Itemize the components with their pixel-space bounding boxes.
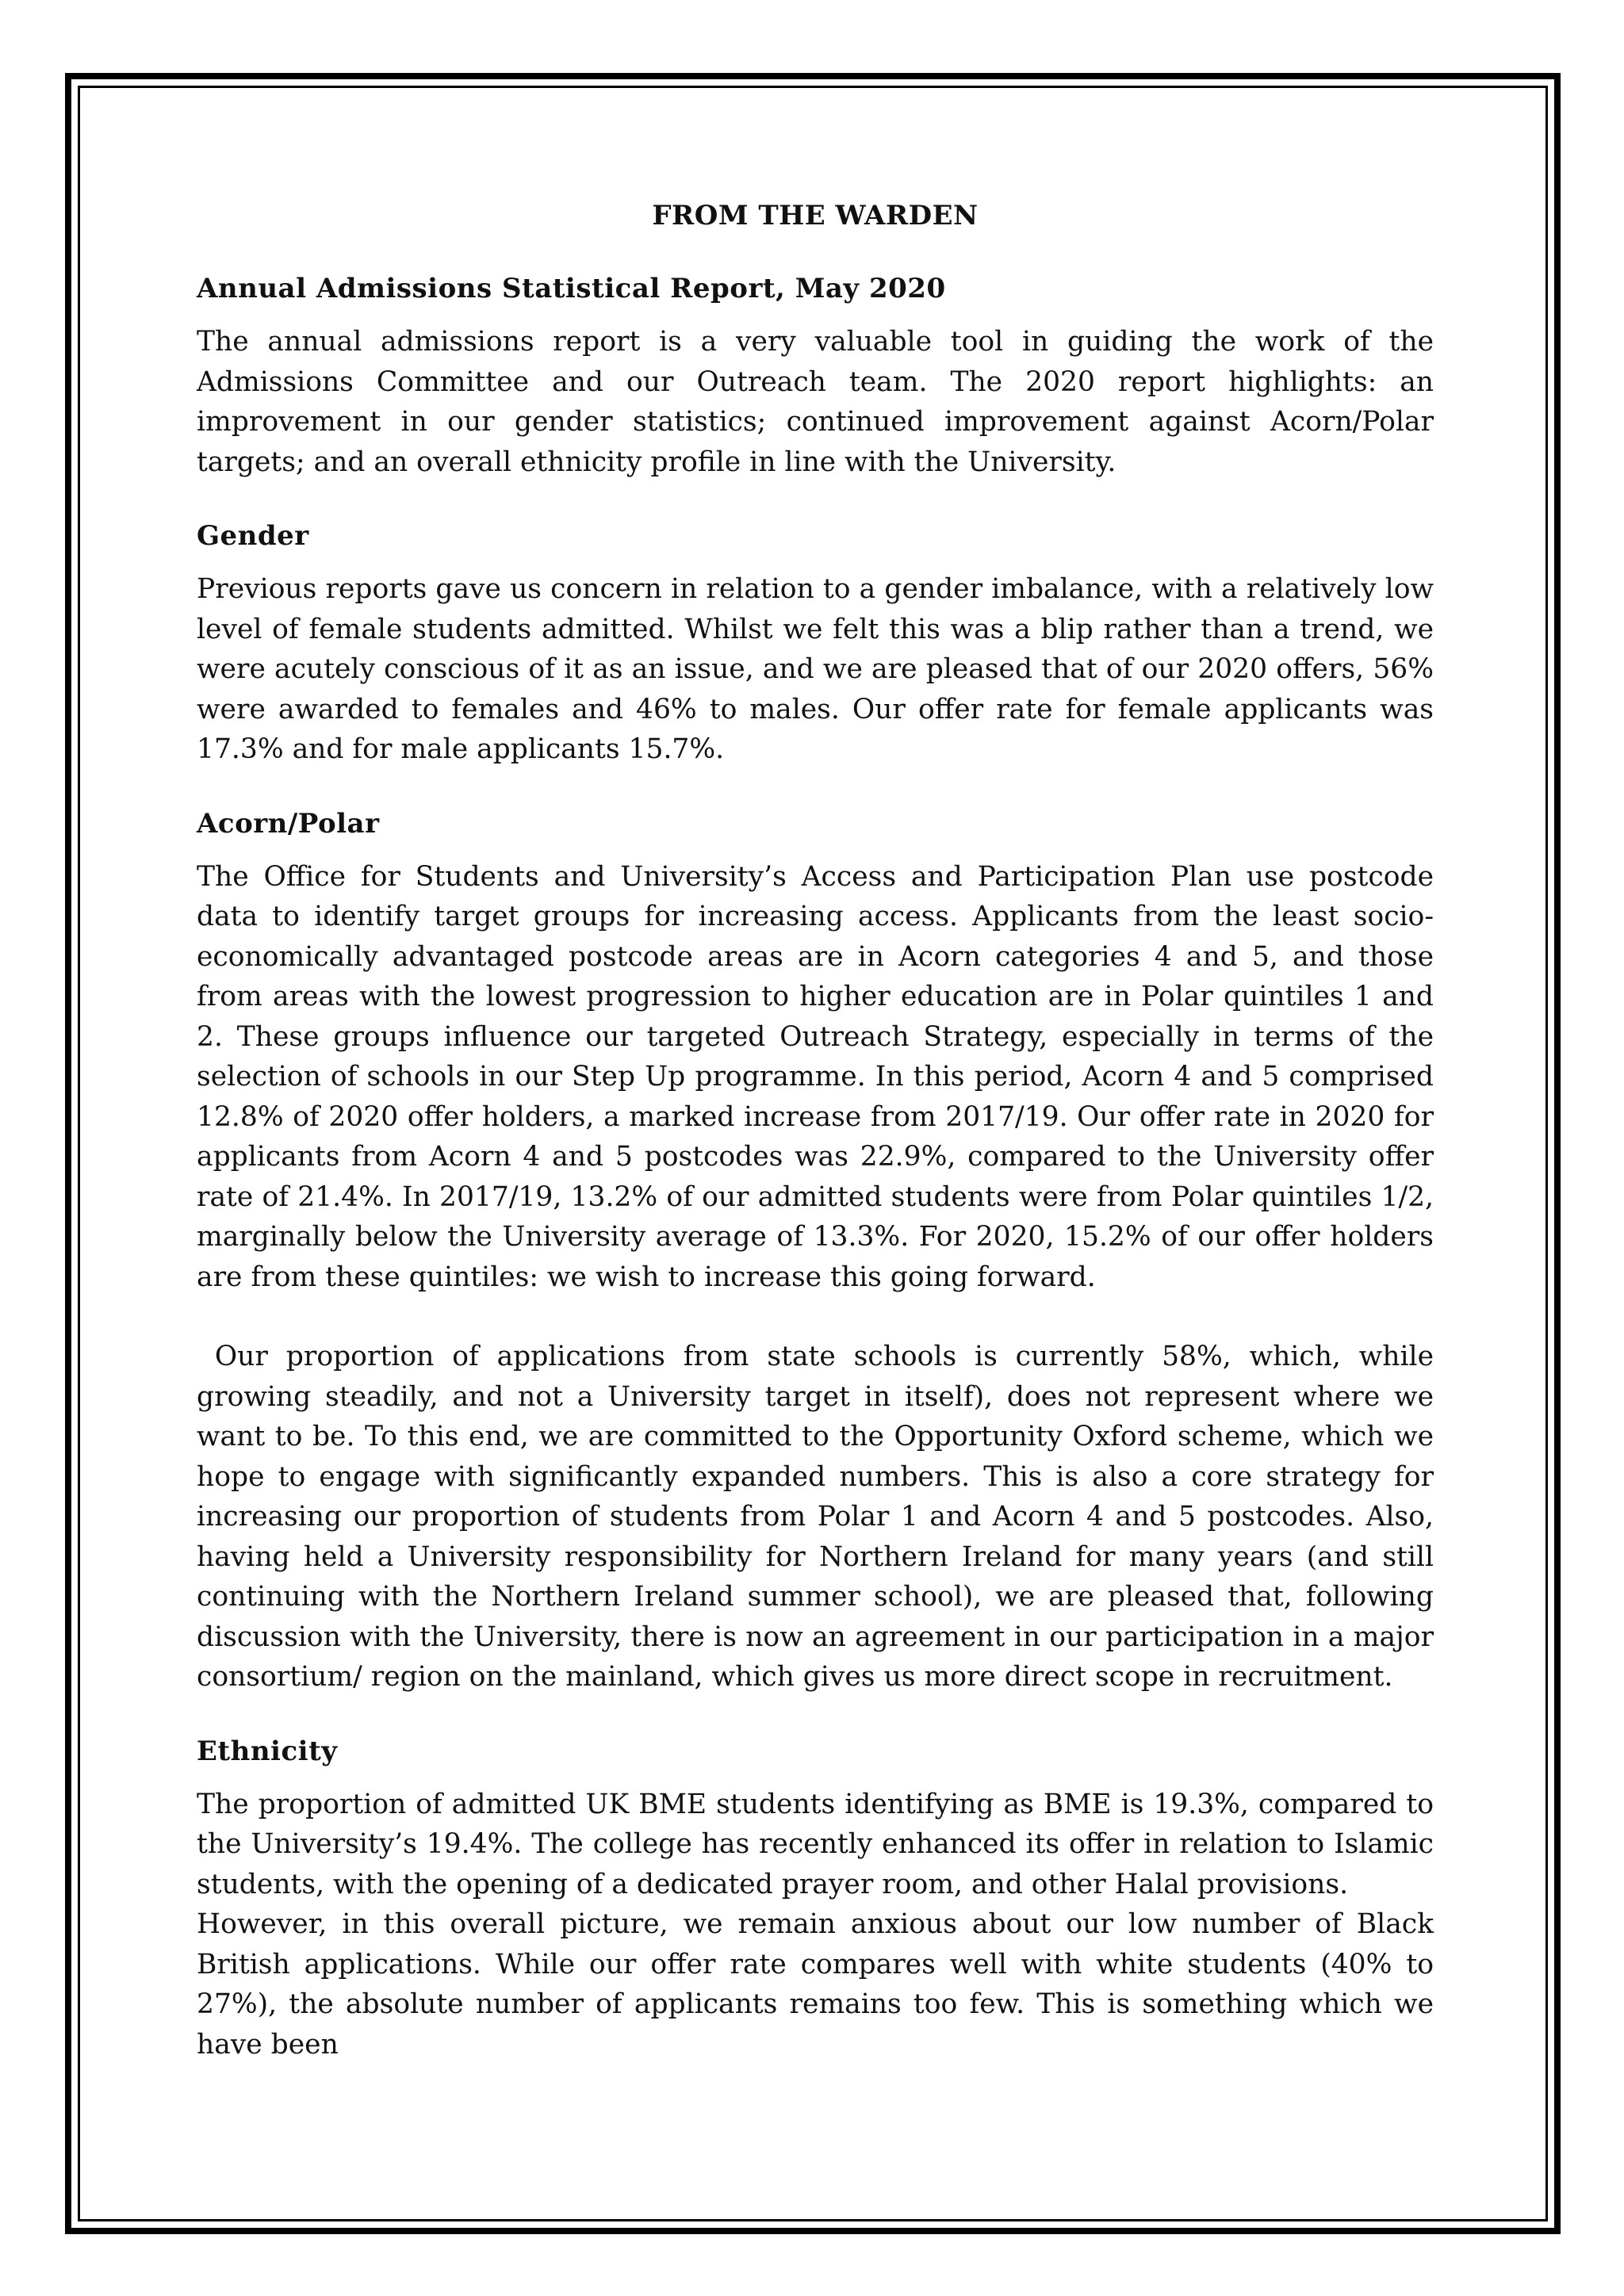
section-heading-ethnicity: Ethnicity	[197, 1735, 338, 1767]
paragraph-ethnicity-1: The proportion of admitted UK BME students identifying as BME is 19.3%, compared to the University’s 19.4%. The college has recently enhanced its offer in relation to Islamic students, with the opening of a dedicated prayer room, and other Halal provisions.	[197, 1788, 1434, 1900]
paragraph-ethnicity-2: However, in this overall picture, we remain anxious about our low number of Black British applications. While our offer rate compares well with white students (40% to 27%), the absolute number of applicants remains too few. This is something which we have been	[197, 1908, 1434, 2061]
section-acorn-polar	[197, 805, 1442, 1697]
paragraph-annual-report-intro: The annual admissions report is a very valuable tool in guiding the work of the Admissions Committee and our Outreach team. The 2020 report highlights: an improvement in our gender statistics; continued improvement against Acorn/Polar targets; and an overall ethnicity profile in line with the University.	[197, 326, 1434, 478]
section-heading-gender: Gender	[197, 520, 309, 552]
section-gender	[197, 517, 1434, 770]
paragraph-acorn-polar-1: The Office for Students and University’s Access and Participation Plan use postcode data to identify target groups for increasing access. Applicants from the least socio-economically advantaged postcode areas are in Acorn categories 4 and 5, and those from areas with the lowest progression to higher education are in Polar quintiles 1 and 2. These groups influence our targeted Outreach Strategy, especially in terms of the selection of schools in our Step Up programme. In this period, Acorn 4 and 5 comprised 12.8% of 2020 offer holders, a marked increase from 2017/19. Our offer rate in 2020 for applicants from Acorn 4 and 5 postcodes was 22.9%, compared to the University offer rate of 21.4%. In 2017/19, 13.2% of our admitted students were from Polar quintiles 1/2, marginally below the University average of 13.3%. For 2020, 15.2% of our offer holders are from these quintiles: we wish to increase this going forward.	[197, 860, 1434, 1293]
paragraph-acorn-polar-2: Our proportion of applications from state schools is currently 58%, which, while growing steadily, and not a University target in itself), does not represent where we want to be. To this end, we are committed to the Opportunity Oxford scheme, which we hope to engage with significantly expanded numbers. This is also a core strategy for increasing our proportion of students from Polar 1 and Acorn 4 and 5 postcodes. Also, having held a University responsibility for Northern Ireland for many years (and still continuing with the Northern Ireland summer school), we are pleased that, following discussion with the University, there is now an agreement in our participation in a major consortium/ region on the mainland, which gives us more direct scope in recruitment.	[197, 1341, 1442, 1693]
section-annual-report	[197, 270, 1434, 482]
section-heading-annual-report: Annual Admissions Statistical Report, May 2020	[197, 273, 946, 304]
page-title: FROM THE WARDEN	[652, 200, 979, 232]
section-heading-acorn-polar: Acorn/Polar	[197, 807, 380, 840]
paragraph-gender: Previous reports gave us concern in relation to a gender imbalance, with a relatively low level of female students admitted. Whilst we felt this was a blip rather than a trend, we were acutely conscious of it as an issue, and we are pleased that of our 2020 offers, 56% were awarded to females and 46% to males. Our offer rate for female applicants was 17.3% and for male applicants 15.7%.	[197, 573, 1434, 765]
document-body	[197, 197, 1442, 2064]
section-ethnicity	[197, 1732, 1434, 2065]
